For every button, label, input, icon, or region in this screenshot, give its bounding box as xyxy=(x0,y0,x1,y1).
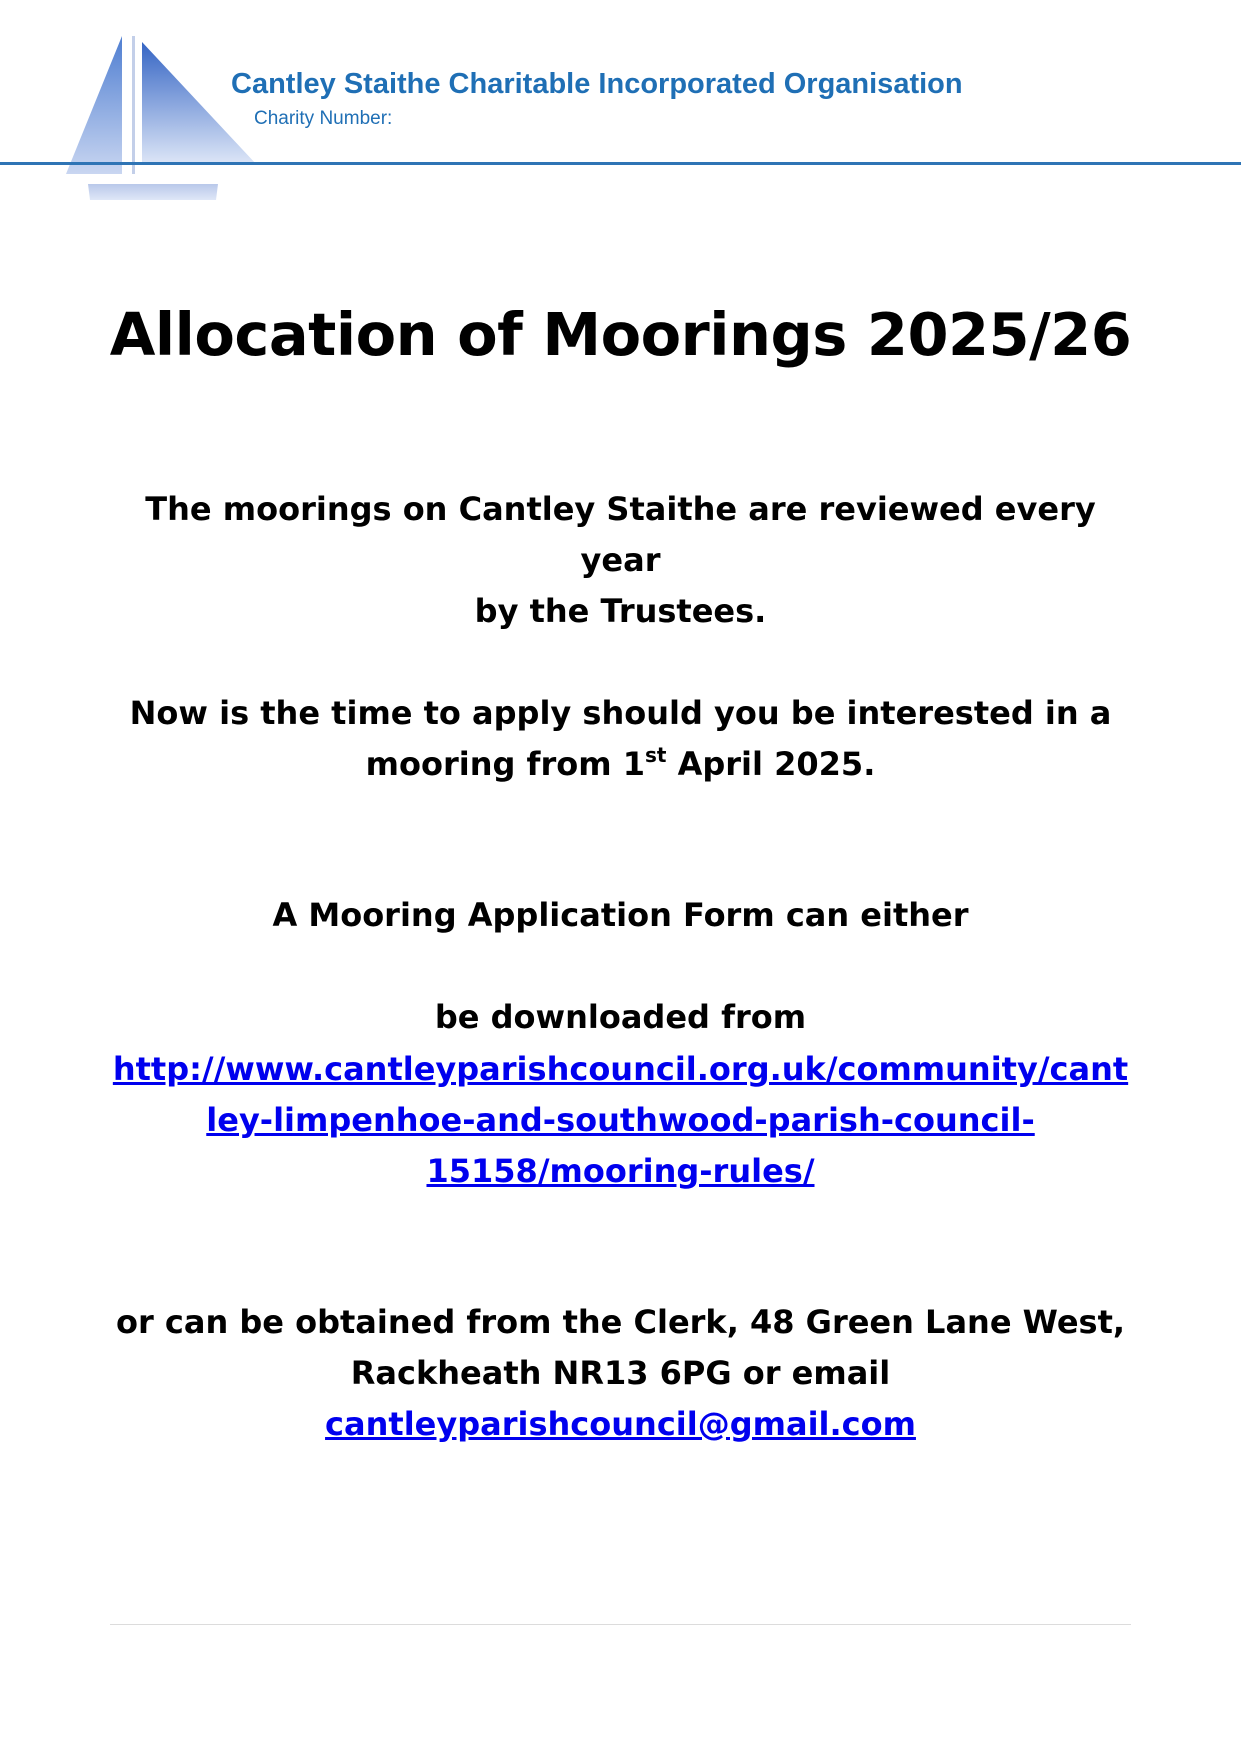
ordinal-suffix: st xyxy=(644,743,667,767)
download-link-line-3[interactable]: 15158/mooring-rules/ xyxy=(426,1152,815,1190)
review-line-1: The moorings on Cantley Staithe are reviewed every year xyxy=(145,490,1096,579)
download-link-line-1[interactable]: http://www.cantleyparishcouncil.org.uk/community/cant xyxy=(112,1050,1129,1088)
download-link-line-2[interactable]: ley-limpenhoe-and-southwood-parish-council- xyxy=(206,1101,1035,1139)
sailboat-logo-icon xyxy=(66,36,261,201)
page-title: Allocation of Moorings 2025/26 xyxy=(109,300,1132,369)
apply-line-2 xyxy=(110,739,1131,790)
footer-divider xyxy=(110,1624,1131,1625)
apply-line-1: Now is the time to apply should you be interested in a xyxy=(129,694,1112,732)
email-link[interactable]: cantleyparishcouncil@gmail.com xyxy=(325,1405,916,1443)
letterhead xyxy=(0,0,1241,210)
apply-line-2-text: mooring from 1 xyxy=(365,745,645,783)
download-intro: be downloaded from xyxy=(434,998,807,1036)
form-intro: A Mooring Application Form can either xyxy=(272,896,969,934)
apply-line-2-date: April 2025. xyxy=(666,745,876,783)
clerk-paragraph xyxy=(110,1297,1131,1450)
clerk-line-1: or can be obtained from the Clerk, 48 Green Lane West, xyxy=(115,1303,1126,1341)
apply-paragraph xyxy=(110,688,1131,790)
charity-number-label: Charity Number: xyxy=(254,108,393,129)
download-link-block xyxy=(100,1044,1141,1197)
clerk-line-2: Rackheath NR13 6PG or email xyxy=(350,1354,891,1392)
review-line-2: by the Trustees. xyxy=(474,592,767,630)
review-paragraph xyxy=(110,484,1131,637)
organisation-name: Cantley Staithe Charitable Incorporated Organisation xyxy=(231,68,963,100)
header-divider xyxy=(0,162,1241,165)
